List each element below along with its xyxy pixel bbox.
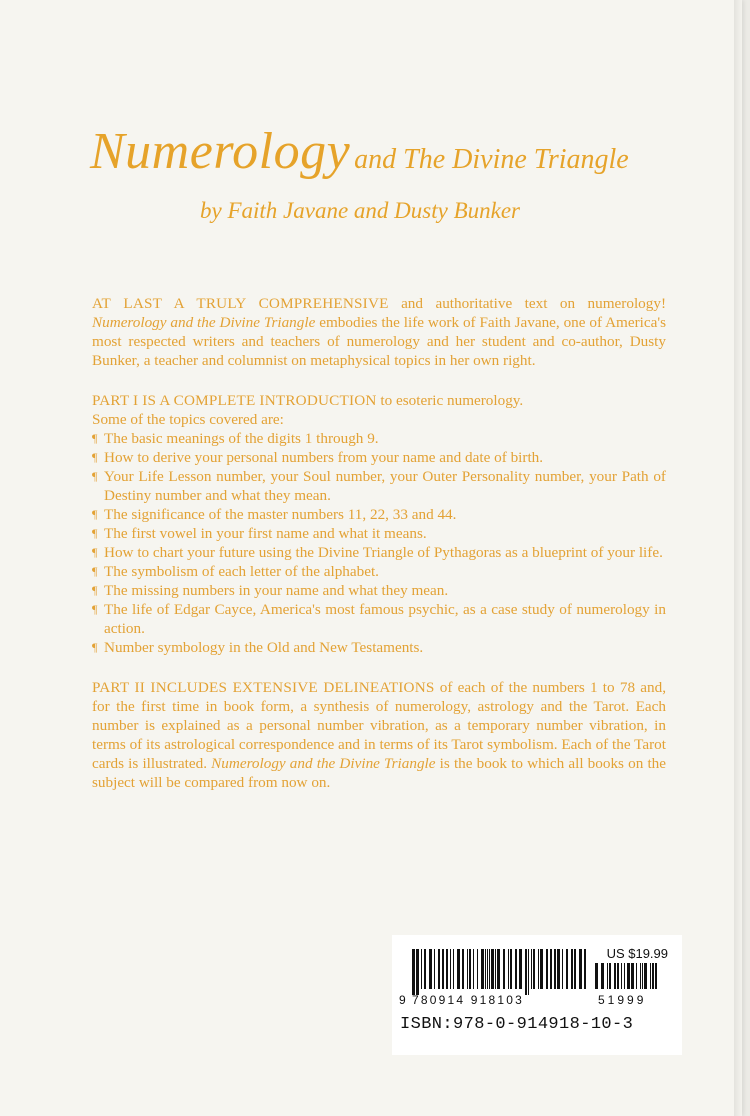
barcode-bar	[528, 949, 529, 995]
isbn-number: ISBN:978-0-914918-10-3	[400, 1015, 634, 1034]
barcode-bar	[519, 949, 522, 989]
barcode-bar	[609, 963, 611, 989]
barcode-bar	[571, 949, 573, 989]
p3-rest: of each of the numbers 1 to 78 and, for the first time in book form, a synthesis of numerology, astrology and the Tarot. Each number is explained as a personal number vibration, as a temporary number vibration, in terms of its astrological correspondence and in terms of its Tarot symbolism. Each of the Tarot cards is illustrated.	[92, 679, 667, 772]
barcode-bar	[584, 949, 586, 989]
p3-lead: PART II INCLUDES EXTENSIVE DELINEATIONS	[92, 679, 435, 696]
p1-tail: embodies the life work of Faith Javane, one of America's most respected writers and teachers of numerology and her student and co-author, Dusty Bunker, a teacher and columnist on metaphysical topics in her own right.	[92, 314, 667, 369]
list-item: ¶ Number symbology in the Old and New Testaments.	[92, 639, 424, 656]
list-item: ¶ The life of Edgar Cayce, America's most famous psychic, as a case study of numerology in action.	[92, 601, 666, 637]
barcode-bar	[546, 949, 548, 989]
barcode-bar	[621, 963, 622, 989]
title-main: Numerology	[90, 123, 351, 180]
barcode-bar	[595, 963, 598, 989]
pilcrow-icon: ¶	[92, 640, 98, 654]
ean-barcode	[412, 949, 588, 995]
barcode-bar	[640, 963, 641, 989]
barcode-bar	[627, 963, 630, 989]
list-item: ¶ How to derive your personal numbers from your name and date of birth.	[92, 449, 544, 466]
pilcrow-icon: ¶	[92, 507, 98, 521]
p2-rest: to esoteric numerology.	[380, 392, 524, 409]
barcode-bar	[607, 963, 608, 989]
barcode-bar	[562, 949, 563, 989]
addon-digits: 51999	[598, 993, 647, 1007]
blurb	[92, 294, 666, 813]
pilcrow-icon: ¶	[92, 564, 98, 578]
p2-lead: PART I IS A COMPLETE INTRODUCTION	[92, 392, 377, 409]
list-item: ¶ The significance of the master numbers 11, 22, 33 and 44.	[92, 506, 457, 523]
barcode-bar	[485, 949, 486, 989]
barcode-bar	[644, 963, 647, 989]
barcode-bar	[557, 949, 560, 989]
barcode-bar	[438, 949, 440, 989]
barcode-bar	[497, 949, 500, 989]
barcode-bar	[515, 949, 517, 989]
pilcrow-icon: ¶	[92, 469, 98, 483]
barcode-bar	[652, 963, 654, 989]
barcode-bar	[421, 949, 422, 989]
p3-tail: is the book to which all books on the subject will be compared from now on.	[92, 755, 666, 791]
p1-lead: AT LAST A TRULY COMPREHENSIVE	[92, 295, 389, 312]
barcode-bar	[442, 949, 444, 989]
blurb-paragraph-2	[92, 391, 666, 657]
list-item: ¶ The basic meanings of the digits 1 through 9.	[92, 430, 379, 447]
barcode-bar	[579, 949, 582, 989]
barcode-bar	[469, 949, 471, 989]
barcode-bar	[574, 949, 576, 989]
barcode-bar	[462, 949, 464, 989]
barcode-bar	[650, 963, 651, 989]
barcode-bar	[477, 949, 478, 989]
barcode-bar	[508, 949, 509, 989]
barcode-bar	[467, 949, 468, 989]
barcode-bar	[533, 949, 535, 989]
pilcrow-icon: ¶	[92, 526, 98, 540]
barcode-bar	[489, 949, 490, 989]
blurb-paragraph-3	[92, 678, 666, 792]
barcode-digits: 780914 918103	[412, 993, 525, 1007]
p1-rest: and authoritative text on numerology!	[401, 295, 666, 312]
barcode-bar	[491, 949, 494, 989]
list-item: ¶ The first vowel in your first name and what it means.	[92, 525, 427, 542]
barcode-bar	[434, 949, 435, 989]
barcode-bar	[446, 949, 448, 989]
barcode-bar	[566, 949, 568, 989]
barcode-bar	[540, 949, 543, 989]
barcode-bar	[453, 949, 454, 989]
barcode-bar	[503, 949, 505, 989]
barcode-bar	[457, 949, 460, 989]
barcode-bar	[655, 963, 657, 989]
pilcrow-icon: ¶	[92, 583, 98, 597]
barcode-bar	[450, 949, 451, 989]
list-item: ¶ The missing numbers in your name and what they mean.	[92, 582, 449, 599]
pilcrow-icon: ¶	[92, 431, 98, 445]
title-rest: and The Divine Triangle	[354, 144, 629, 175]
barcode-bar	[538, 949, 539, 989]
p3-title: Numerology and the Divine Triangle	[211, 755, 436, 772]
list-item: ¶ How to chart your future using the Divine Triangle of Pythagoras as a blueprint of your life.	[92, 544, 663, 561]
pilcrow-icon: ¶	[92, 450, 98, 464]
p1-title: Numerology and the Divine Triangle	[92, 314, 316, 331]
barcode-bar	[617, 963, 619, 989]
barcode-first-digit: 9	[399, 993, 406, 1007]
barcode-bar	[412, 949, 415, 995]
cover-edge	[734, 0, 742, 1116]
barcode-bar	[550, 949, 552, 989]
barcode-bar	[531, 949, 532, 989]
barcode-bar	[416, 949, 419, 995]
topic-list	[92, 429, 666, 657]
barcode-bar	[525, 949, 527, 995]
list-item: ¶ Your Life Lesson number, your Soul number, your Outer Personality number, your Path of Destiny number and what they mean.	[92, 468, 666, 504]
addon-barcode	[595, 963, 657, 995]
blurb-paragraph-1	[92, 294, 666, 370]
barcode-bar	[481, 949, 484, 989]
barcode-bar	[614, 963, 616, 989]
book-title	[90, 122, 710, 181]
pilcrow-icon: ¶	[92, 602, 98, 616]
barcode-bar	[636, 963, 637, 989]
barcode-bar	[495, 949, 496, 989]
barcode-bar	[429, 949, 432, 989]
price-label: US $19.99	[606, 946, 668, 961]
barcode-bar	[631, 963, 634, 989]
barcode-sticker	[392, 935, 682, 1055]
barcode-bar	[554, 949, 556, 989]
barcode-bar	[510, 949, 512, 989]
barcode-bar	[642, 963, 643, 989]
barcode-bar	[424, 949, 426, 989]
pilcrow-icon: ¶	[92, 545, 98, 559]
barcode-bar	[601, 963, 604, 989]
author-byline: by Faith Javane and Dusty Bunker	[200, 198, 520, 223]
barcode-bar	[487, 949, 488, 989]
p2-intro: Some of the topics covered are:	[92, 411, 284, 428]
barcode-bar	[473, 949, 474, 989]
list-item: ¶ The symbolism of each letter of the alphabet.	[92, 563, 379, 580]
barcode-bar	[624, 963, 625, 989]
